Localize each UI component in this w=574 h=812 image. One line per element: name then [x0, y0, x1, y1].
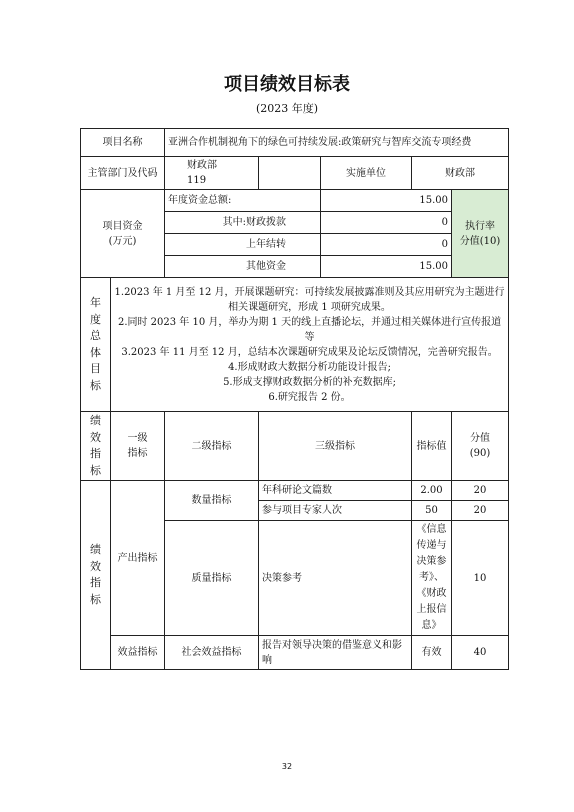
- indicator-row-influence: 报告对领导决策的借鉴意义和影响: [259, 636, 412, 670]
- dept-code: 119: [187, 175, 207, 186]
- funds-total-value: 15.00: [321, 190, 452, 212]
- indicator-value: 《信息传递与决策参考》、《财政上报信息》: [412, 521, 452, 636]
- goal-item: 3.2023 年 11 月至 12 月，总结本次课题研究成果及论坛反馈情况，完善研究报告。: [121, 346, 498, 358]
- document-subtitle: (2023 年度): [255, 102, 319, 115]
- project-name-value: 亚洲合作机制视角下的绿色可持续发展:政策研究与智库交流专项经费: [165, 129, 509, 157]
- funds-carry-value: 0: [321, 234, 452, 256]
- dept-name: 财政部: [187, 160, 217, 171]
- indicator-score: 40: [452, 636, 509, 670]
- performance-table: [80, 128, 509, 670]
- funds-total-label: 年度资金总额:: [165, 190, 321, 212]
- indicator-value: 有效: [412, 636, 452, 670]
- funds-fiscal-label: 其中:财政拨款: [165, 212, 321, 234]
- header-value: 指标值: [412, 412, 452, 481]
- document-title: 项目绩效目标表: [224, 74, 350, 95]
- goal-item: 1.2023 年 1 月至 12 月，开展课题研究：可持续发展披露准则及其应用研究为主题进行相关课题研究，形成 1 项研究成果。: [114, 286, 505, 313]
- impl-label: 实施单位: [321, 157, 412, 190]
- goal-item: 6.研究报告 2 份。: [268, 391, 351, 403]
- social-benefit-label: 社会效益指标: [165, 636, 259, 670]
- indicator-score: 20: [452, 481, 509, 501]
- quality-indicator-label: 质量指标: [165, 521, 259, 636]
- impl-spacer: [259, 157, 321, 190]
- exec-rate-score: 执行率 分值(10): [452, 190, 509, 278]
- goal-item: 4.形成财政大数据分析功能设计报告;: [228, 361, 391, 373]
- funds-other-value: 15.00: [321, 256, 452, 278]
- page-number: 32: [281, 762, 293, 771]
- header-score: 分值 (90): [452, 412, 509, 481]
- annual-goals-label: 年 度 总 体 目 标: [81, 278, 111, 412]
- header-level3: 三级指标: [259, 412, 412, 481]
- annual-goals-content: [111, 278, 509, 412]
- indicator-row-papers: 年科研论文篇数: [259, 481, 412, 501]
- goal-item: 2.同时 2023 年 10 月，举办为期 1 天的线上直播论坛，并通过相关媒体进行宣传报道等: [117, 316, 502, 343]
- benefit-indicator-label: 效益指标: [111, 636, 165, 670]
- indicator-value: 2.00: [412, 481, 452, 501]
- quantity-indicator-label: 数量指标: [165, 481, 259, 521]
- project-name-label: 项目名称: [81, 129, 165, 157]
- funds-fiscal-value: 0: [321, 212, 452, 234]
- funds-label: 项目资金 (万元): [81, 190, 165, 278]
- funds-other-label: 其他资金: [165, 256, 321, 278]
- header-level1: 一级 指标: [111, 412, 165, 481]
- indicator-score: 20: [452, 501, 509, 521]
- goal-item: 5.形成支撑财政数据分析的补充数据库;: [223, 376, 396, 388]
- indicator-score: 10: [452, 521, 509, 636]
- dept-value: [165, 157, 259, 190]
- indicator-row-experts: 参与项目专家人次: [259, 501, 412, 521]
- output-indicator-label: 产出指标: [111, 481, 165, 636]
- indicator-row-decision: 决策参考: [259, 521, 412, 636]
- header-level2: 二级指标: [165, 412, 259, 481]
- indicator-value: 50: [412, 501, 452, 521]
- impl-value: 财政部: [412, 157, 509, 190]
- dept-label: 主管部门及代码: [81, 157, 165, 190]
- funds-carry-label: 上年结转: [165, 234, 321, 256]
- performance-label-top: 绩 效 指 标: [81, 412, 111, 481]
- performance-label-bottom: 绩 效 指 标: [81, 481, 111, 670]
